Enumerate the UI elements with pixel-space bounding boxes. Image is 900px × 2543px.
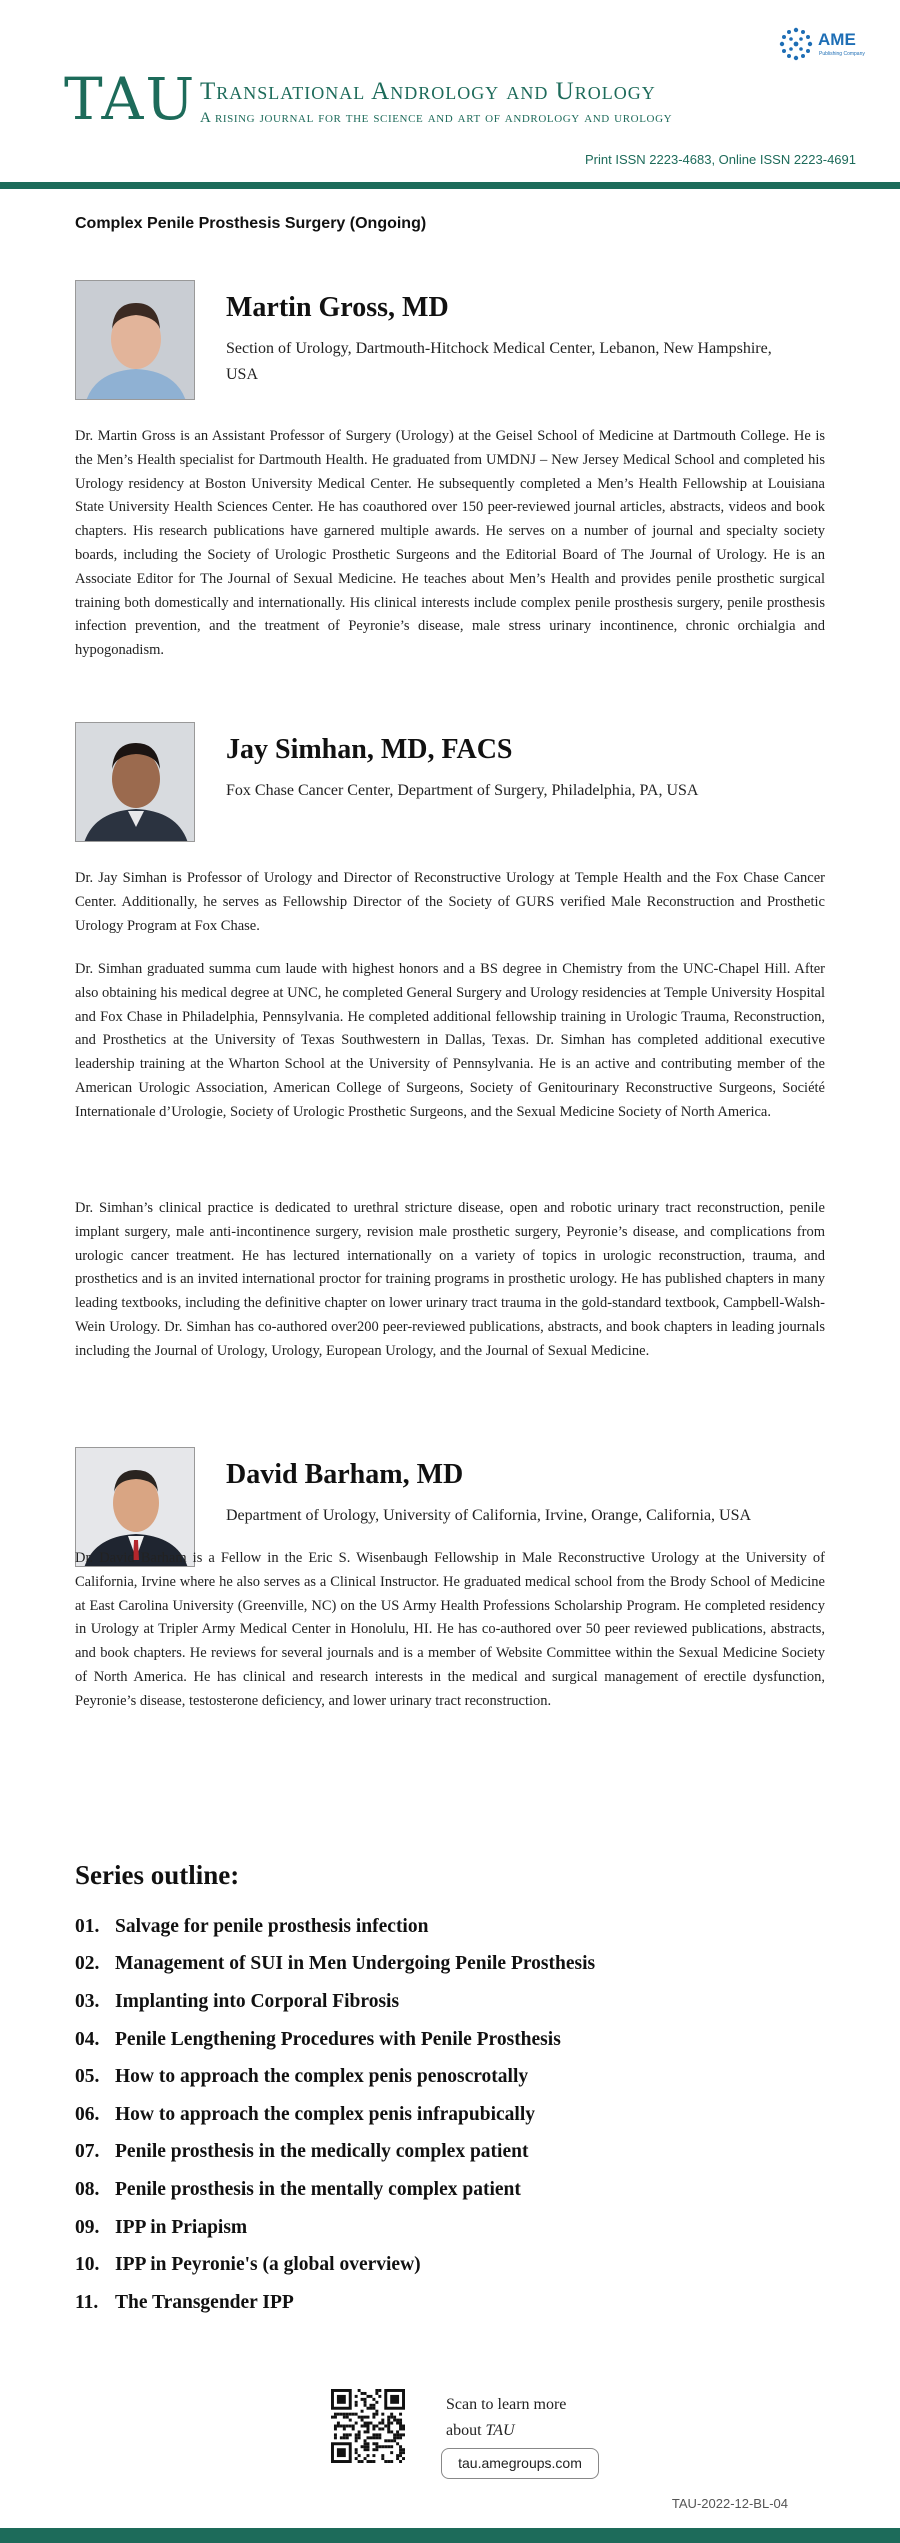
- series-item-number: 02.: [75, 1953, 100, 1975]
- series-item: [75, 1946, 835, 1984]
- speaker-affiliation: Fox Chase Cancer Center, Department of Surgery, Philadelphia, PA, USA: [226, 782, 699, 799]
- series-outline-list: [75, 1908, 835, 2322]
- scan-line-2-journal: TAU: [485, 2422, 515, 2439]
- speaker-bio: Dr. Simhan’s clinical practice is dedicated to urethral stricture disease, open and robotic urinary tract reconstruction, penile implant surgery, male anti-incontinence surgery, revision male prosthetic surgery, Peyronie’s disease, and complications from urologic cancer treatment. He has lectured internationally on a variety of topics in urologic reconstruction, trauma, and prosthetics and is an invited international proctor for training programs in prosthetic urology. He has published chapters in many leading textbooks, including the definitive chapter on lower urinary tract trauma in the gold-standard textbook, Campbell-Walsh-Wein Urology. Dr. Simhan has co-authored over200 peer-reviewed publications, abstracts, and book chapters in leading journals including the Journal of Urology, Urology, European Urology, and the Journal of Sexual Medicine.: [75, 1200, 825, 1359]
- speaker-affiliation: Section of Urology, Dartmouth-Hitchock Medical Center, Lebanon, New Hampshire, USA: [226, 340, 772, 383]
- series-item-number: 11.: [75, 2291, 99, 2313]
- ame-logo-icon: [778, 26, 814, 62]
- series-item: [75, 2096, 835, 2134]
- journal-header: [0, 0, 900, 190]
- series-item-number: 08.: [75, 2178, 100, 2200]
- speaker-bio: Dr. Simhan graduated summa cum laude with highest honors and a BS degree in Chemistry from the UNC-Chapel Hill. After also obtaining his medical degree at UNC, he completed General Surgery and Urology residencies at Temple University Hospital and Fox Chase in Philadelphia, Pennsylvania. He completed additional fellowship training in Urologic Trauma, Reconstruction, and Prosthetics at the University of Texas Southwestern in Dallas, Texas. Dr. Simhan has completed additional executive leadership training at the Wharton School at the University of Pennsylvania. He is an active and contributing member of the American Urologic Association, American College of Surgeons, Society of Genitourinary Reconstructive Surgeons, Société Internationale d’Urologie, Society of Urologic Prosthetic Surgeons, and the Sexual Medicine Society of North America.: [75, 961, 825, 1120]
- series-item-number: 01.: [75, 1915, 100, 1937]
- series-outline-title: Series outline:: [75, 1860, 240, 1890]
- website-link[interactable]: tau.amegroups.com: [441, 2448, 599, 2479]
- speaker-name: Jay Simhan, MD, FACS: [226, 734, 513, 765]
- tau-logo: TAU: [64, 65, 197, 133]
- series-item-title: Penile prosthesis in the mentally complex patient: [115, 2178, 521, 2200]
- series-item-title: IPP in Peyronie's (a global overview): [115, 2254, 421, 2276]
- scan-line-2-prefix: about: [446, 2422, 486, 2439]
- series-item-title: Penile Lengthening Procedures with Penile Prosthesis: [115, 2028, 561, 2050]
- series-item: [75, 2284, 835, 2322]
- series-item: [75, 1908, 835, 1946]
- series-item-title: Implanting into Corporal Fibrosis: [115, 1990, 400, 2012]
- series-item: [75, 1983, 835, 2021]
- journal-subtitle: A rising journal for the science and art of andrology and urology: [200, 110, 673, 126]
- series-item-number: 04.: [75, 2028, 100, 2050]
- series-item-title: Salvage for penile prosthesis infection: [115, 1915, 429, 1937]
- series-item: [75, 2246, 835, 2284]
- series-item: [75, 2134, 835, 2172]
- series-item-title: How to approach the complex penis infrapubically: [115, 2103, 536, 2125]
- series-item-number: 03.: [75, 1990, 100, 2012]
- qr-code[interactable]: [331, 2389, 405, 2485]
- speaker-name: David Barham, MD: [226, 1459, 464, 1490]
- speaker-bio: Dr. Martin Gross is an Assistant Professor of Surgery (Urology) at the Geisel School of Medicine at Dartmouth College. He is the Men’s Health specialist for Dartmouth Health. He graduated from UMDNJ – New Jersey Medical School and completed his Urology residency at Boston University Medical Center. He subsequently completed a Men’s Health Fellowship at Louisiana State University Health Sciences Center. He has coauthored over 150 peer-reviewed journal articles, abstracts, videos and book chapters. His research publications have garnered multiple awards. He serves on a number of journal and specialty society boards, including the Society of Urologic Prosthetic Surgeons and the Editorial Board of The Journal of Urology. He is an Associate Editor for The Journal of Sexual Medicine. He teaches about Men’s Health and provides penile prosthetic surgical training both domestically and internationally. His clinical interests include complex penile prosthesis surgery, penile prosthesis infection prevention, and the treatment of Peyronie’s disease, male stress urinary incontinence, chronic orchialgia and hypogonadism.: [75, 428, 825, 659]
- footer-bar: [0, 2528, 900, 2543]
- series-item-title: How to approach the complex penis penoscrotally: [115, 2066, 529, 2088]
- speaker-name: Martin Gross, MD: [226, 292, 449, 323]
- series-item: [75, 2058, 835, 2096]
- series-heading: Complex Penile Prosthesis Surgery (Ongoing): [75, 215, 427, 232]
- series-item-number: 06.: [75, 2103, 100, 2125]
- journal-title: Translational Andrology and Urology: [200, 78, 656, 105]
- series-item-number: 09.: [75, 2216, 100, 2238]
- speaker-photo-simhan: [75, 722, 195, 842]
- series-item-number: 10.: [75, 2254, 100, 2276]
- speaker-bio: Dr. Jay Simhan is Professor of Urology and Director of Reconstructive Urology at Temple Health and the Fox Chase Cancer Center. Additionally, he serves as Fellowship Director of the Society of GURS verified Male Reconstruction and Prosthetic Urology Program at Fox Chase.: [75, 870, 825, 934]
- series-item-number: 05.: [75, 2066, 100, 2088]
- ame-logo-text: AME: [818, 30, 856, 49]
- speaker-bio: Dr. David Barham is a Fellow in the Eric S. Wisenbaugh Fellowship in Male Reconstructive Urology at the University of California, Irvine where he also serves as a Clinical Instructor. He graduated medical school from the Brody School of Medicine at East Carolina University (Greenville, NC) on the US Army Health Professions Scholarship Program. He completed residency in Urology at Tripler Army Medical Center in Honolulu, HI. He has co-authored over 50 peer reviewed publications, abstracts, and book chapters. He reviews for several journals and is a member of Website Committee within the Sexual Medicine Society of North America. He has clinical and research interests in the medical and surgical management of erectile dysfunction, Peyronie’s disease, testosterone deficiency, and lower urinary tract reconstruction.: [75, 1550, 825, 1709]
- series-item-title: IPP in Priapism: [115, 2216, 248, 2238]
- scan-line-1: Scan to learn more: [446, 2396, 567, 2413]
- speaker-affiliation: Department of Urology, University of California, Irvine, Orange, California, USA: [226, 1507, 752, 1524]
- series-item-title: The Transgender IPP: [115, 2291, 294, 2313]
- ame-publisher-logo[interactable]: [778, 24, 870, 64]
- issn-line: Print ISSN 2223-4683, Online ISSN 2223-4691: [584, 152, 856, 167]
- document-code: TAU-2022-12-BL-04: [671, 2496, 788, 2511]
- scan-caption: [446, 2392, 566, 2444]
- scan-line-2: [446, 2418, 566, 2444]
- speaker-photo-gross: [75, 280, 195, 400]
- series-item: [75, 2021, 835, 2059]
- series-item-number: 07.: [75, 2141, 100, 2163]
- series-item: [75, 2171, 835, 2209]
- series-item: [75, 2209, 835, 2247]
- series-item-title: Management of SUI in Men Undergoing Penile Prosthesis: [115, 1953, 596, 1975]
- ame-logo-subtext: Publishing Company: [819, 51, 865, 57]
- header-divider: [0, 182, 900, 189]
- series-item-title: Penile prosthesis in the medically complex patient: [115, 2141, 529, 2163]
